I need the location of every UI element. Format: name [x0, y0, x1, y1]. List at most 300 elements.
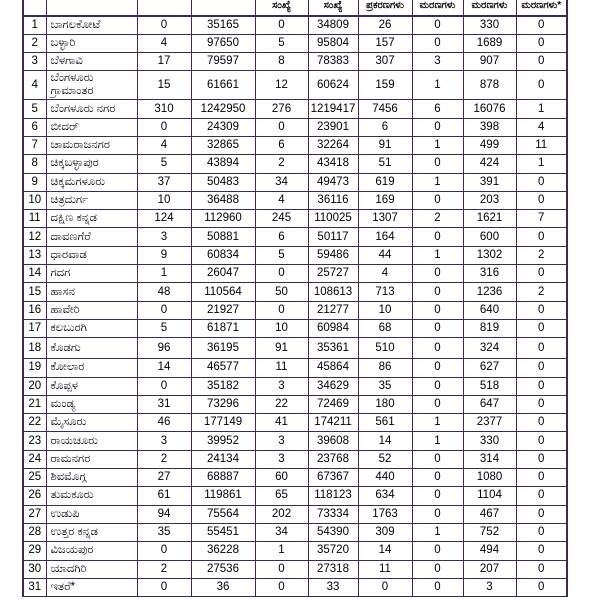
todays-deaths-cell: 0 [412, 301, 463, 319]
total-discharged-cell: 39608 [308, 432, 358, 450]
total-discharged-cell: 34809 [308, 16, 358, 34]
serial-number-cell: 22 [23, 414, 46, 432]
total-discharged-cell: 118123 [308, 487, 358, 505]
total-deaths-cell: 1689 [463, 34, 516, 52]
district-name-cell: ರಾಯಚೂರು [46, 432, 137, 450]
other-deaths-cell: 7 [516, 210, 567, 228]
todays-cases-cell: 94 [137, 505, 191, 523]
serial-number-cell: 9 [23, 173, 46, 191]
total-cases-cell: 35182 [191, 377, 255, 395]
district-name-cell: ಕಲಬುರಗಿ [46, 319, 137, 337]
todays-deaths-cell: 1 [412, 136, 463, 154]
total-deaths-cell: 647 [463, 395, 516, 413]
district-name-cell: ಹಾಸನ [46, 283, 137, 301]
serial-number-cell: 20 [23, 377, 46, 395]
serial-number-cell: 13 [23, 246, 46, 264]
header-active-cases: ಪ್ರಕರಣಗಳು [358, 0, 412, 16]
total-cases-cell: 36228 [191, 542, 255, 560]
total-discharged-cell: 60984 [308, 319, 358, 337]
other-deaths-cell: 0 [516, 265, 567, 283]
district-name-cell: ಧಾರವಾಡ [46, 246, 137, 264]
todays-discharged-cell: 12 [255, 71, 308, 100]
todays-cases-cell: 46 [137, 414, 191, 432]
header-total-deaths: ಮರಣಗಳು [463, 0, 516, 16]
todays-discharged-cell: 2 [255, 155, 308, 173]
table-row [23, 505, 567, 523]
serial-number-cell: 26 [23, 487, 46, 505]
other-deaths-cell: 0 [516, 359, 567, 377]
todays-discharged-cell: 1 [255, 542, 308, 560]
active-cases-cell: 1307 [358, 210, 412, 228]
todays-discharged-cell: 3 [255, 377, 308, 395]
district-name-cell: ಚಿಕ್ಕಮಗಳೂರು [46, 173, 137, 191]
todays-discharged-cell: 0 [255, 578, 308, 596]
todays-deaths-cell: 1 [412, 414, 463, 432]
active-cases-cell: 26 [358, 16, 412, 34]
table-row [23, 359, 567, 377]
other-deaths-cell: 2 [516, 246, 567, 264]
total-discharged-cell: 25727 [308, 265, 358, 283]
todays-discharged-cell: 34 [255, 523, 308, 541]
other-deaths-cell: 0 [516, 319, 567, 337]
todays-deaths-cell: 0 [412, 542, 463, 560]
serial-number-cell: 3 [23, 53, 46, 71]
total-deaths-cell: 1104 [463, 487, 516, 505]
total-discharged-cell: 27318 [308, 560, 358, 578]
table-row [23, 100, 567, 118]
district-name-cell: ವಿಜಯಪುರ [46, 542, 137, 560]
table-row [23, 283, 567, 301]
todays-deaths-cell: 0 [412, 505, 463, 523]
table-row [23, 487, 567, 505]
todays-deaths-cell: 0 [412, 155, 463, 173]
todays-discharged-cell: 6 [255, 136, 308, 154]
district-name-cell: ಕೊಪ್ಪಳ [46, 377, 137, 395]
serial-number-cell: 14 [23, 265, 46, 283]
todays-deaths-cell: 1 [412, 432, 463, 450]
total-cases-cell: 39952 [191, 432, 255, 450]
total-cases-cell: 61661 [191, 71, 255, 100]
district-name-cell: ದಕ್ಷಿಣ ಕನ್ನಡ [46, 210, 137, 228]
active-cases-cell: 561 [358, 414, 412, 432]
table-row [23, 246, 567, 264]
total-deaths-cell: 2377 [463, 414, 516, 432]
total-discharged-cell: 1219417 [308, 100, 358, 118]
todays-deaths-cell: 1 [412, 523, 463, 541]
active-cases-cell: 4 [358, 265, 412, 283]
total-deaths-cell: 878 [463, 71, 516, 100]
total-discharged-cell: 23768 [308, 450, 358, 468]
todays-cases-cell: 27 [137, 469, 191, 487]
active-cases-cell: 51 [358, 155, 412, 173]
table-row [23, 265, 567, 283]
serial-number-cell: 8 [23, 155, 46, 173]
total-discharged-cell: 49473 [308, 173, 358, 191]
serial-number-cell: 2 [23, 34, 46, 52]
todays-cases-cell: 31 [137, 395, 191, 413]
table-row [23, 210, 567, 228]
district-name-cell: ಬಾಗಲಕೋಟೆ [46, 16, 137, 34]
district-name-cell: ಇತರೆ* [46, 578, 137, 596]
total-cases-cell: 1242950 [191, 100, 255, 118]
todays-cases-cell: 35 [137, 523, 191, 541]
other-deaths-cell: 1 [516, 155, 567, 173]
total-deaths-cell: 3 [463, 578, 516, 596]
total-cases-cell: 43894 [191, 155, 255, 173]
todays-discharged-cell: 65 [255, 487, 308, 505]
table-row [23, 34, 567, 52]
todays-cases-cell: 1 [137, 265, 191, 283]
total-discharged-cell: 43418 [308, 155, 358, 173]
other-deaths-cell: 0 [516, 487, 567, 505]
todays-discharged-cell: 3 [255, 450, 308, 468]
todays-discharged-cell: 0 [255, 118, 308, 136]
todays-discharged-cell: 276 [255, 100, 308, 118]
total-deaths-cell: 16076 [463, 100, 516, 118]
other-deaths-cell: 0 [516, 377, 567, 395]
todays-discharged-cell: 5 [255, 246, 308, 264]
table-header [23, 0, 567, 16]
total-deaths-cell: 398 [463, 118, 516, 136]
todays-discharged-cell: 8 [255, 53, 308, 71]
serial-number-cell: 19 [23, 359, 46, 377]
total-deaths-cell: 1080 [463, 469, 516, 487]
active-cases-cell: 440 [358, 469, 412, 487]
total-cases-cell: 21927 [191, 301, 255, 319]
total-discharged-cell: 95804 [308, 34, 358, 52]
table-row [23, 16, 567, 34]
total-discharged-cell: 110025 [308, 210, 358, 228]
serial-number-cell: 17 [23, 319, 46, 337]
todays-cases-cell: 3 [137, 432, 191, 450]
todays-deaths-cell: 0 [412, 265, 463, 283]
table-row [23, 469, 567, 487]
todays-deaths-cell: 0 [412, 487, 463, 505]
total-deaths-cell: 1302 [463, 246, 516, 264]
serial-number-cell: 4 [23, 71, 46, 100]
total-cases-cell: 97650 [191, 34, 255, 52]
total-discharged-cell: 33 [308, 578, 358, 596]
serial-number-cell: 5 [23, 100, 46, 118]
todays-cases-cell: 37 [137, 173, 191, 191]
other-deaths-cell: 0 [516, 173, 567, 191]
total-cases-cell: 36488 [191, 191, 255, 209]
serial-number-cell: 28 [23, 523, 46, 541]
table-row [23, 395, 567, 413]
header-todays-discharged: ಸಂಖ್ಯೆ [255, 0, 308, 16]
total-discharged-cell: 108613 [308, 283, 358, 301]
table-row [23, 319, 567, 337]
todays-deaths-cell: 0 [412, 16, 463, 34]
active-cases-cell: 68 [358, 319, 412, 337]
district-name-cell: ಉಡುಪಿ [46, 505, 137, 523]
active-cases-cell: 0 [358, 578, 412, 596]
district-table [22, 0, 568, 597]
total-deaths-cell: 391 [463, 173, 516, 191]
header-other-deaths: ಮರಣಗಳು* [516, 0, 567, 16]
todays-discharged-cell: 91 [255, 338, 308, 359]
todays-deaths-cell: 0 [412, 395, 463, 413]
todays-deaths-cell: 1 [412, 71, 463, 100]
total-discharged-cell: 35361 [308, 338, 358, 359]
other-deaths-cell: 0 [516, 560, 567, 578]
other-deaths-cell: 0 [516, 338, 567, 359]
total-cases-cell: 24134 [191, 450, 255, 468]
table-row [23, 301, 567, 319]
other-deaths-cell: 11 [516, 136, 567, 154]
active-cases-cell: 14 [358, 542, 412, 560]
total-deaths-cell: 207 [463, 560, 516, 578]
table-row [23, 191, 567, 209]
todays-cases-cell: 17 [137, 53, 191, 71]
todays-deaths-cell: 0 [412, 319, 463, 337]
other-deaths-cell: 0 [516, 71, 567, 100]
district-name-cell: ಹಾವೇರಿ [46, 301, 137, 319]
total-deaths-cell: 1621 [463, 210, 516, 228]
other-deaths-cell: 0 [516, 523, 567, 541]
serial-number-cell: 10 [23, 191, 46, 209]
active-cases-cell: 159 [358, 71, 412, 100]
todays-cases-cell: 5 [137, 319, 191, 337]
todays-deaths-cell: 2 [412, 210, 463, 228]
total-cases-cell: 60834 [191, 246, 255, 264]
district-name-cell: ಕೊಡಗು [46, 338, 137, 359]
todays-deaths-cell: 0 [412, 283, 463, 301]
serial-number-cell: 15 [23, 283, 46, 301]
district-name-cell: ತುಮಕೂರು [46, 487, 137, 505]
total-deaths-cell: 316 [463, 265, 516, 283]
other-deaths-cell: 0 [516, 469, 567, 487]
total-cases-cell: 50881 [191, 228, 255, 246]
other-deaths-cell: 2 [516, 283, 567, 301]
other-deaths-cell: 0 [516, 34, 567, 52]
todays-cases-cell: 0 [137, 301, 191, 319]
serial-number-cell: 24 [23, 450, 46, 468]
serial-number-cell: 18 [23, 338, 46, 359]
total-deaths-cell: 518 [463, 377, 516, 395]
total-discharged-cell: 50117 [308, 228, 358, 246]
todays-deaths-cell: 0 [412, 34, 463, 52]
todays-discharged-cell: 34 [255, 173, 308, 191]
total-cases-cell: 24309 [191, 118, 255, 136]
district-name-cell: ಚಾಮರಾಜನಗರ [46, 136, 137, 154]
total-discharged-cell: 54390 [308, 523, 358, 541]
serial-number-cell: 1 [23, 16, 46, 34]
total-discharged-cell: 174211 [308, 414, 358, 432]
todays-cases-cell: 9 [137, 246, 191, 264]
total-cases-cell: 73296 [191, 395, 255, 413]
todays-cases-cell: 124 [137, 210, 191, 228]
todays-cases-cell: 0 [137, 118, 191, 136]
todays-cases-cell: 14 [137, 359, 191, 377]
todays-cases-cell: 0 [137, 377, 191, 395]
serial-number-cell: 12 [23, 228, 46, 246]
total-deaths-cell: 467 [463, 505, 516, 523]
serial-number-cell: 23 [23, 432, 46, 450]
table-row [23, 136, 567, 154]
total-discharged-cell: 32264 [308, 136, 358, 154]
other-deaths-cell: 0 [516, 432, 567, 450]
table-row [23, 414, 567, 432]
district-name-cell: ಬೆಂಗಳೂರು ನಗರ [46, 100, 137, 118]
total-cases-cell: 35165 [191, 16, 255, 34]
total-discharged-cell: 78383 [308, 53, 358, 71]
table-row [23, 523, 567, 541]
district-name-cell: ಚಿತ್ರದುರ್ಗ [46, 191, 137, 209]
district-name-cell: ಶಿವಮೊಗ್ಗ [46, 469, 137, 487]
active-cases-cell: 86 [358, 359, 412, 377]
total-cases-cell: 36195 [191, 338, 255, 359]
total-discharged-cell: 45864 [308, 359, 358, 377]
todays-discharged-cell: 6 [255, 228, 308, 246]
other-deaths-cell: 0 [516, 228, 567, 246]
table-row [23, 450, 567, 468]
active-cases-cell: 14 [358, 432, 412, 450]
active-cases-cell: 44 [358, 246, 412, 264]
other-deaths-cell: 0 [516, 450, 567, 468]
table-row [23, 155, 567, 173]
serial-number-cell: 27 [23, 505, 46, 523]
total-deaths-cell: 424 [463, 155, 516, 173]
district-name-cell: ಮಂಡ್ಯ [46, 395, 137, 413]
todays-cases-cell: 4 [137, 34, 191, 52]
todays-deaths-cell: 1 [412, 246, 463, 264]
total-cases-cell: 26047 [191, 265, 255, 283]
active-cases-cell: 91 [358, 136, 412, 154]
serial-number-cell: 6 [23, 118, 46, 136]
total-discharged-cell: 73334 [308, 505, 358, 523]
todays-deaths-cell: 1 [412, 173, 463, 191]
total-deaths-cell: 627 [463, 359, 516, 377]
active-cases-cell: 157 [358, 34, 412, 52]
header-district [46, 0, 137, 16]
todays-cases-cell: 0 [137, 542, 191, 560]
active-cases-cell: 180 [358, 395, 412, 413]
todays-discharged-cell: 11 [255, 359, 308, 377]
todays-discharged-cell: 0 [255, 301, 308, 319]
total-deaths-cell: 203 [463, 191, 516, 209]
serial-number-cell: 16 [23, 301, 46, 319]
header-todays-cases [137, 0, 191, 16]
district-name-cell: ಬೆಂಗಳೂರು ಗ್ರಾಮಾಂತರ [46, 71, 137, 100]
todays-cases-cell: 4 [137, 136, 191, 154]
total-cases-cell: 55451 [191, 523, 255, 541]
table-row [23, 118, 567, 136]
todays-deaths-cell: 0 [412, 228, 463, 246]
todays-discharged-cell: 10 [255, 319, 308, 337]
serial-number-cell: 7 [23, 136, 46, 154]
todays-cases-cell: 48 [137, 283, 191, 301]
active-cases-cell: 634 [358, 487, 412, 505]
todays-discharged-cell: 4 [255, 191, 308, 209]
district-name-cell: ಬಳ್ಳಾರಿ [46, 34, 137, 52]
todays-discharged-cell: 0 [255, 16, 308, 34]
total-discharged-cell: 60624 [308, 71, 358, 100]
todays-discharged-cell: 50 [255, 283, 308, 301]
total-cases-cell: 27536 [191, 560, 255, 578]
district-name-cell: ಬೆಳಗಾವಿ [46, 53, 137, 71]
active-cases-cell: 309 [358, 523, 412, 541]
total-cases-cell: 32865 [191, 136, 255, 154]
district-name-cell: ರಾಮನಗರ [46, 450, 137, 468]
todays-cases-cell: 10 [137, 191, 191, 209]
todays-discharged-cell: 0 [255, 560, 308, 578]
todays-deaths-cell: 0 [412, 578, 463, 596]
todays-cases-cell: 5 [137, 155, 191, 173]
serial-number-cell: 29 [23, 542, 46, 560]
total-discharged-cell: 36116 [308, 191, 358, 209]
table-row [23, 71, 567, 100]
table-row [23, 578, 567, 596]
total-deaths-cell: 330 [463, 432, 516, 450]
todays-deaths-cell: 0 [412, 377, 463, 395]
todays-cases-cell: 2 [137, 450, 191, 468]
todays-cases-cell: 310 [137, 100, 191, 118]
todays-discharged-cell: 5 [255, 34, 308, 52]
total-cases-cell: 177149 [191, 414, 255, 432]
active-cases-cell: 1763 [358, 505, 412, 523]
table-row [23, 560, 567, 578]
header-todays-deaths: ಮರಣಗಳು [412, 0, 463, 16]
total-deaths-cell: 494 [463, 542, 516, 560]
total-cases-cell: 79597 [191, 53, 255, 71]
total-cases-cell: 50483 [191, 173, 255, 191]
total-cases-cell: 36 [191, 578, 255, 596]
other-deaths-cell: 0 [516, 542, 567, 560]
todays-deaths-cell: 0 [412, 450, 463, 468]
total-cases-cell: 119861 [191, 487, 255, 505]
total-cases-cell: 112960 [191, 210, 255, 228]
total-cases-cell: 46577 [191, 359, 255, 377]
todays-deaths-cell: 0 [412, 469, 463, 487]
other-deaths-cell: 0 [516, 414, 567, 432]
total-deaths-cell: 330 [463, 16, 516, 34]
serial-number-cell: 30 [23, 560, 46, 578]
other-deaths-cell: 0 [516, 301, 567, 319]
todays-cases-cell: 0 [137, 578, 191, 596]
total-discharged-cell: 34629 [308, 377, 358, 395]
header-total-discharged: ಸಂಖ್ಯೆ [308, 0, 358, 16]
serial-number-cell: 21 [23, 395, 46, 413]
total-cases-cell: 75564 [191, 505, 255, 523]
active-cases-cell: 164 [358, 228, 412, 246]
district-name-cell: ಕೋಲಾರ [46, 359, 137, 377]
todays-cases-cell: 3 [137, 228, 191, 246]
total-deaths-cell: 1236 [463, 283, 516, 301]
serial-number-cell: 31 [23, 578, 46, 596]
total-deaths-cell: 314 [463, 450, 516, 468]
total-deaths-cell: 752 [463, 523, 516, 541]
other-deaths-cell: 0 [516, 191, 567, 209]
todays-deaths-cell: 0 [412, 191, 463, 209]
total-discharged-cell: 67367 [308, 469, 358, 487]
other-deaths-cell: 1 [516, 100, 567, 118]
active-cases-cell: 169 [358, 191, 412, 209]
total-deaths-cell: 640 [463, 301, 516, 319]
district-name-cell: ಯಾದಗಿರಿ [46, 560, 137, 578]
todays-cases-cell: 96 [137, 338, 191, 359]
total-cases-cell: 68887 [191, 469, 255, 487]
active-cases-cell: 619 [358, 173, 412, 191]
other-deaths-cell: 0 [516, 16, 567, 34]
serial-number-cell: 25 [23, 469, 46, 487]
active-cases-cell: 7456 [358, 100, 412, 118]
total-cases-cell: 110564 [191, 283, 255, 301]
table-row [23, 542, 567, 560]
todays-cases-cell: 61 [137, 487, 191, 505]
todays-discharged-cell: 60 [255, 469, 308, 487]
active-cases-cell: 307 [358, 53, 412, 71]
